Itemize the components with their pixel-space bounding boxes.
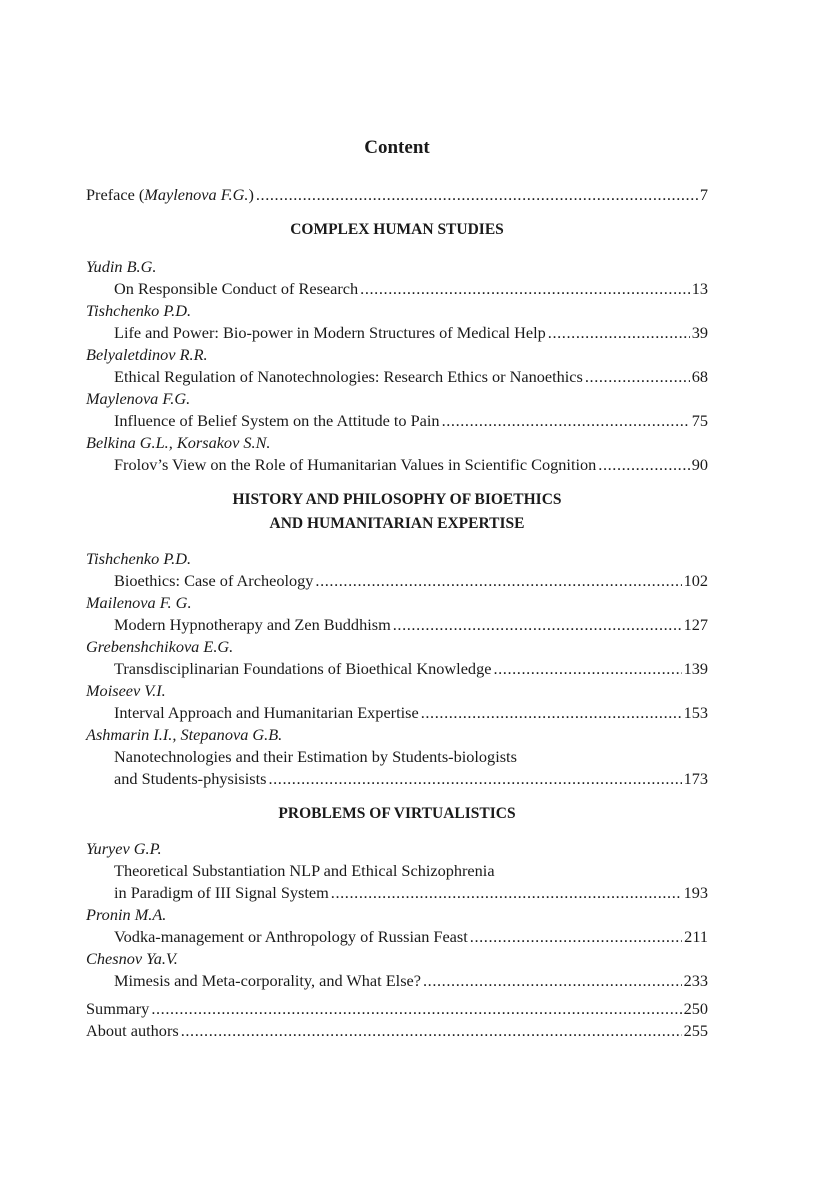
section-heading: COMPLEX HUMAN STUDIES [290, 221, 504, 238]
toc-entry[interactable] [86, 970, 708, 992]
entry-author: Belkina G.L., Korsakov S.N. [86, 433, 271, 452]
entry-author: Yuryev G.P. [86, 839, 162, 858]
toc-entry[interactable] [86, 702, 708, 724]
dot-leader [421, 702, 682, 724]
entry-title: Influence of Belief System on the Attitude to Pain [114, 411, 440, 430]
toc-entry[interactable] [86, 366, 708, 388]
page-number: 68 [691, 367, 708, 386]
page-number: 39 [691, 323, 708, 342]
entry-title: Vodka-management or Anthropology of Russian Feast [114, 927, 468, 946]
dot-leader [548, 322, 690, 344]
entry-author: Moiseev V.I. [86, 681, 166, 700]
dot-leader [442, 410, 690, 432]
page-number: 90 [691, 455, 708, 474]
toc-entry-preface[interactable] [86, 184, 708, 206]
entry-author: Belyaletdinov R.R. [86, 345, 208, 364]
entry-title-line: Theoretical Substantiation NLP and Ethical Schizophrenia [114, 861, 495, 880]
entry-title: Frolov’s View on the Role of Humanitarian Values in Scientific Cognition [114, 455, 597, 474]
toc-entry-summary[interactable] [86, 998, 708, 1020]
toc-entry[interactable] [86, 322, 708, 344]
dot-leader [393, 614, 682, 636]
page-number: 173 [683, 769, 708, 788]
dot-leader [151, 998, 681, 1020]
entry-author: Chesnov Ya.V. [86, 949, 178, 968]
entry-title: Life and Power: Bio-power in Modern Structures of Medical Help [114, 323, 546, 342]
entry-title: Interval Approach and Humanitarian Expertise [114, 703, 419, 722]
entry-title: Modern Hypnotherapy and Zen Buddhism [114, 615, 391, 634]
dot-leader [493, 658, 681, 680]
entry-author: Yudin B.G. [86, 257, 157, 276]
page-number: 102 [683, 571, 708, 590]
entry-title: Ethical Regulation of Nanotechnologies: Research Ethics or Nanoethics [114, 367, 583, 386]
entry-title: Summary [86, 999, 150, 1018]
entry-author: Tishchenko P.D. [86, 549, 192, 568]
entry-author: Maylenova F.G. [86, 389, 191, 408]
entry-author: Pronin M.A. [86, 905, 167, 924]
dot-leader [423, 970, 682, 992]
entry-title: Bioethics: Case of Archeology [114, 571, 314, 590]
dot-leader [315, 570, 681, 592]
page-number: 139 [683, 659, 708, 678]
toc-entry[interactable] [86, 454, 708, 476]
page-number: 153 [683, 703, 708, 722]
dot-leader [331, 882, 682, 904]
entry-title: Preface (Maylenova F.G.) [86, 185, 254, 204]
dot-leader [268, 768, 681, 790]
toc-entry[interactable] [86, 570, 708, 592]
page-number: 250 [683, 999, 708, 1018]
section-heading: PROBLEMS OF VIRTUALISTICS [278, 805, 516, 822]
toc-entry[interactable] [86, 882, 708, 904]
dot-leader [360, 278, 690, 300]
page-number: 127 [683, 615, 708, 634]
entry-title: Mimesis and Meta-corporality, and What Else? [114, 971, 421, 990]
toc-entry[interactable] [86, 614, 708, 636]
entry-title: On Responsible Conduct of Research [114, 279, 359, 298]
entry-title: About authors [86, 1021, 179, 1040]
toc-entry-about-authors[interactable] [86, 1020, 708, 1042]
page-title: Content [364, 137, 430, 158]
toc-entry[interactable] [86, 768, 708, 790]
table-of-contents [86, 134, 708, 1042]
dot-leader [256, 184, 698, 206]
entry-title: Transdisciplinarian Foundations of Bioethical Knowledge [114, 659, 492, 678]
dot-leader [470, 926, 682, 948]
page-number: 211 [684, 927, 708, 946]
page-number: 193 [683, 883, 708, 902]
dot-leader [181, 1020, 682, 1042]
page-number: 233 [683, 971, 708, 990]
entry-author: Mailenova F. G. [86, 593, 192, 612]
page-number: 7 [699, 185, 708, 204]
section-heading: HISTORY AND PHILOSOPHY OF BIOETHICS AND HUMANITARIAN EXPERTISE [232, 491, 562, 532]
entry-author: Tishchenko P.D. [86, 301, 192, 320]
entry-author: Grebenshchikova E.G. [86, 637, 234, 656]
page-number: 13 [691, 279, 708, 298]
entry-title: and Students-physisists [114, 769, 267, 788]
page-number: 75 [691, 411, 708, 430]
toc-entry[interactable] [86, 926, 708, 948]
dot-leader [598, 454, 689, 476]
page-number: 255 [683, 1021, 708, 1040]
toc-entry[interactable] [86, 658, 708, 680]
dot-leader [585, 366, 690, 388]
entry-title: in Paradigm of III Signal System [114, 883, 329, 902]
entry-title-line: Nanotechnologies and their Estimation by Students-biologists [114, 747, 517, 766]
entry-author: Ashmarin I.I., Stepanova G.B. [86, 725, 283, 744]
toc-entry[interactable] [86, 278, 708, 300]
toc-entry[interactable] [86, 410, 708, 432]
